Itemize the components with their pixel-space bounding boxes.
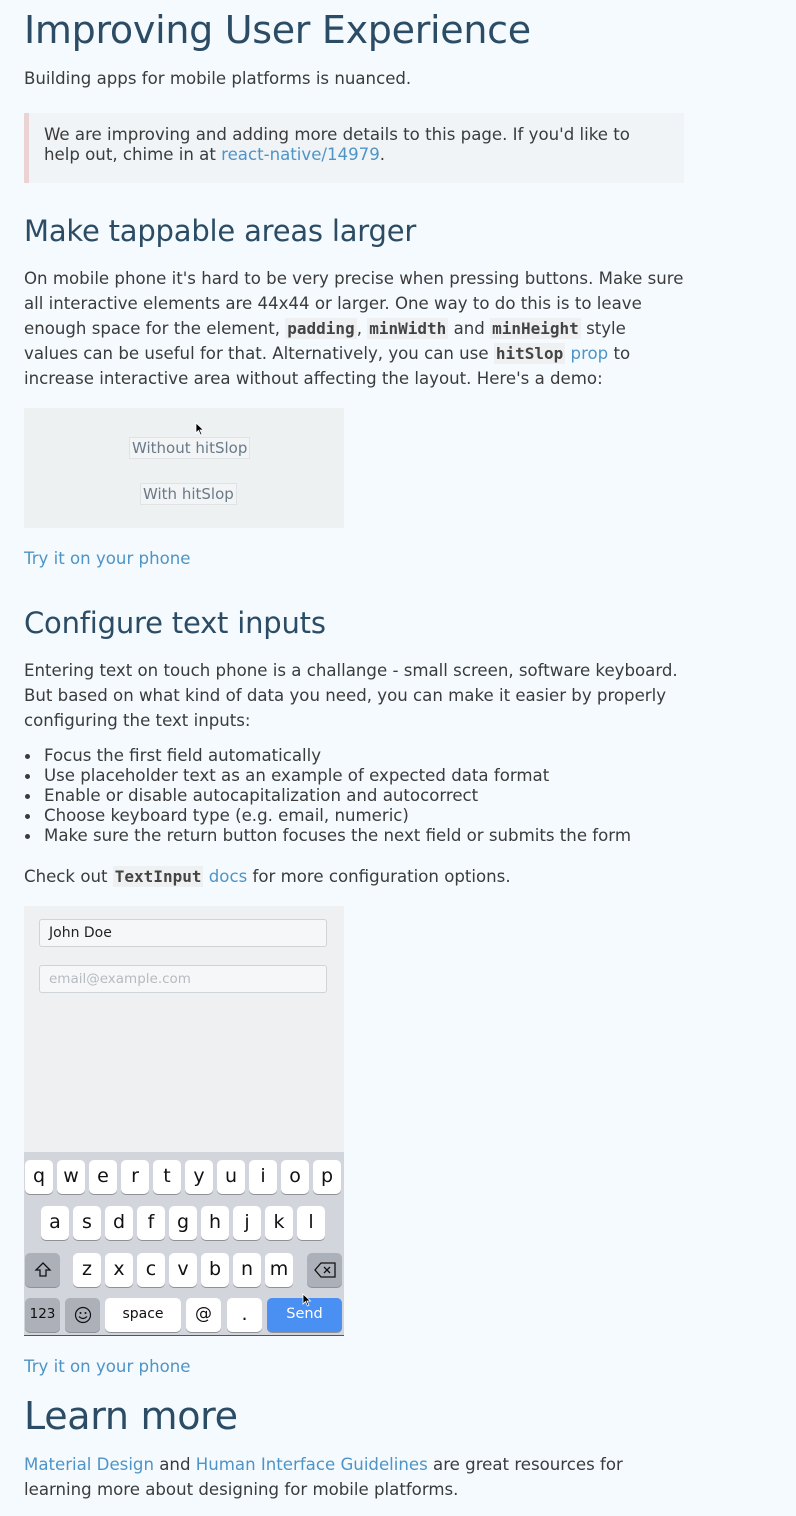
code-hitslop: hitSlop (495, 344, 564, 363)
checkout-paragraph (24, 864, 684, 889)
section-heading-learn: Learn more (24, 1394, 238, 1438)
inputs-paragraph: Entering text on touch phone is a challange - small screen, software keyboard. But based on what kind of data you need, you can make it easier by properly configuring the text inputs: (24, 661, 678, 730)
software-keyboard (24, 1152, 344, 1336)
section-heading-inputs: Configure text inputs (24, 606, 326, 640)
issue-link[interactable]: react-native/14979 (221, 145, 380, 164)
info-note (24, 113, 684, 183)
mouse-cursor-icon (302, 1293, 312, 1307)
key-m[interactable]: m (265, 1253, 293, 1287)
send-key[interactable]: Send (267, 1298, 342, 1332)
with-hitslop-button[interactable]: With hitSlop (140, 483, 237, 505)
tappable-text-3: to increase interactive area without affecting the layout. Here's a demo: (24, 344, 631, 388)
learn-paragraph (24, 1452, 664, 1502)
tappable-text-1: On mobile phone it's hard to be very precise when pressing buttons. Make sure all interactive elements are 44x44 or larger. One way to do this is to leave enough space for the element, (24, 269, 684, 338)
key-d[interactable]: d (105, 1206, 133, 1240)
numbers-key[interactable]: 123 (25, 1298, 60, 1332)
key-l[interactable]: l (297, 1206, 325, 1240)
emoji-key[interactable] (65, 1298, 100, 1332)
input-tips-list (24, 746, 631, 846)
key-a[interactable]: a (41, 1206, 69, 1240)
code-textinput: TextInput (114, 867, 202, 886)
list-item: Focus the first field automatically (44, 746, 631, 766)
key-b[interactable]: b (201, 1253, 229, 1287)
key-g[interactable]: g (169, 1206, 197, 1240)
hitslop-demo (24, 408, 344, 528)
key-k[interactable]: k (265, 1206, 293, 1240)
list-item: Enable or disable autocapitalization and autocorrect (44, 786, 631, 806)
delete-icon (314, 1262, 336, 1278)
key-u[interactable]: u (217, 1160, 245, 1194)
shift-icon (34, 1261, 52, 1279)
mouse-cursor-icon (195, 422, 205, 436)
section-heading-tappable: Make tappable areas larger (24, 214, 417, 248)
learn-and: and (153, 1455, 196, 1474)
shift-key[interactable] (25, 1253, 60, 1287)
key-t[interactable]: t (153, 1160, 181, 1194)
sep-2: and (448, 319, 491, 338)
learn-text: are great resources for learning more about designing for mobile platforms. (24, 1455, 623, 1499)
without-hitslop-button[interactable]: Without hitSlop (129, 437, 250, 459)
key-j[interactable]: j (233, 1206, 261, 1240)
key-e[interactable]: e (89, 1160, 117, 1194)
hig-link[interactable]: Human Interface Guidelines (195, 1455, 428, 1474)
tappable-paragraph (24, 266, 684, 391)
key-c[interactable]: c (137, 1253, 165, 1287)
docs-link[interactable]: docs (208, 867, 248, 886)
tappable-text-2: style values can be useful for that. Alternatively, you can use (24, 319, 626, 363)
key-h[interactable]: h (201, 1206, 229, 1240)
list-item: Make sure the return button focuses the next field or submits the form (44, 826, 631, 845)
key-p[interactable]: p (313, 1160, 341, 1194)
dot-key[interactable]: . (227, 1298, 262, 1332)
code-minwidth: minWidth (369, 319, 447, 338)
at-key[interactable]: @ (186, 1298, 221, 1332)
try-on-phone-link-1[interactable]: Try it on your phone (24, 549, 191, 568)
name-field[interactable]: John Doe (39, 919, 327, 947)
list-item: Choose keyboard type (e.g. email, numeric) (44, 806, 631, 826)
delete-key[interactable] (307, 1253, 342, 1287)
checkout-text-2: for more configuration options. (247, 867, 511, 886)
key-r[interactable]: r (121, 1160, 149, 1194)
key-v[interactable]: v (169, 1253, 197, 1287)
checkout-text-1: Check out (24, 867, 113, 886)
code-padding: padding (287, 319, 355, 338)
code-minheight: minHeight (492, 319, 579, 338)
space-key[interactable]: space (105, 1298, 181, 1332)
intro-text: Building apps for mobile platforms is nuanced. (24, 69, 412, 88)
try-on-phone-link-2[interactable]: Try it on your phone (24, 1357, 191, 1376)
emoji-icon (74, 1306, 92, 1324)
key-o[interactable]: o (281, 1160, 309, 1194)
key-q[interactable]: q (25, 1160, 53, 1194)
key-x[interactable]: x (105, 1253, 133, 1287)
note-text: We are improving and adding more details to this page. If you'd like to help out, chime in at (44, 125, 630, 164)
key-i[interactable]: i (249, 1160, 277, 1194)
key-w[interactable]: w (57, 1160, 85, 1194)
prop-link[interactable]: prop (570, 344, 609, 363)
material-design-link[interactable]: Material Design (24, 1455, 154, 1474)
email-field[interactable]: email@example.com (39, 965, 327, 993)
key-s[interactable]: s (73, 1206, 101, 1240)
page-title: Improving User Experience (24, 8, 531, 52)
key-n[interactable]: n (233, 1253, 261, 1287)
sep-1: , (356, 319, 368, 338)
key-z[interactable]: z (73, 1253, 101, 1287)
list-item: Use placeholder text as an example of expected data format (44, 766, 631, 786)
key-y[interactable]: y (185, 1160, 213, 1194)
divider (24, 1335, 344, 1336)
note-period: . (379, 145, 386, 164)
key-f[interactable]: f (137, 1206, 165, 1240)
text-input-demo (24, 906, 344, 1336)
